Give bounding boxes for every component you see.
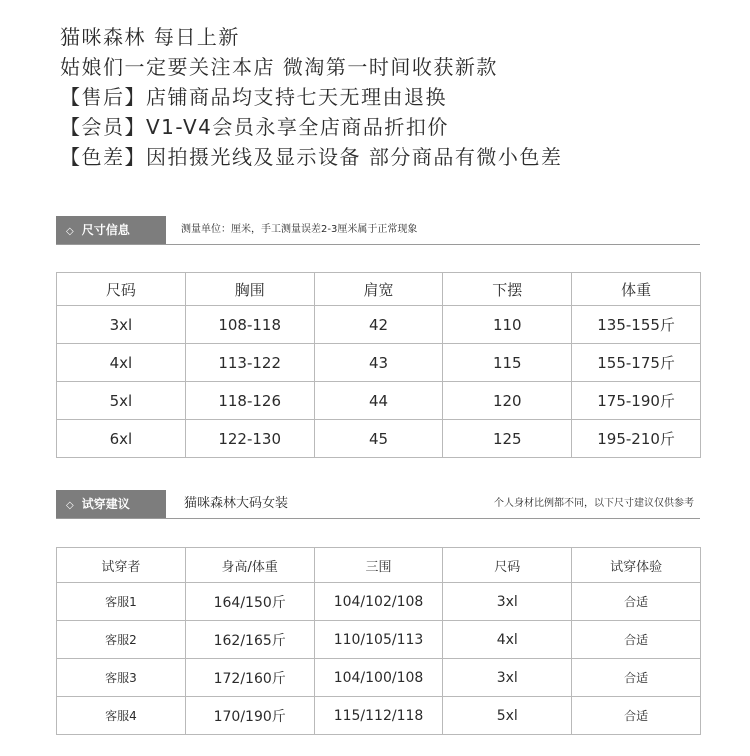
cell-size: 3xl bbox=[443, 583, 572, 621]
header-shoulder: 肩宽 bbox=[314, 273, 443, 306]
cell-hem: 125 bbox=[443, 420, 572, 458]
cell-fit: 合适 bbox=[572, 583, 701, 621]
header-size: 尺码 bbox=[443, 548, 572, 583]
table-row bbox=[57, 583, 701, 621]
trial-table-header-row bbox=[57, 548, 701, 583]
size-section-header bbox=[56, 216, 700, 245]
cell-height-weight: 164/150斤 bbox=[185, 583, 314, 621]
cell-tester: 客服1 bbox=[57, 583, 186, 621]
cell-size: 5xl bbox=[443, 697, 572, 735]
cell-bust: 118-126 bbox=[185, 382, 314, 420]
table-row bbox=[57, 420, 701, 458]
table-row bbox=[57, 659, 701, 697]
cell-weight: 135-155斤 bbox=[572, 306, 701, 344]
header-tester: 试穿者 bbox=[57, 548, 186, 583]
cell-size: 3xl bbox=[443, 659, 572, 697]
cell-fit: 合适 bbox=[572, 659, 701, 697]
intro-line-color-diff: 【色差】因拍摄光线及显示设备 部分商品有微小色差 bbox=[60, 145, 563, 169]
cell-weight: 175-190斤 bbox=[572, 382, 701, 420]
cell-height-weight: 170/190斤 bbox=[185, 697, 314, 735]
cell-shoulder: 43 bbox=[314, 344, 443, 382]
cell-shoulder: 45 bbox=[314, 420, 443, 458]
trial-section-title: 试穿建议 bbox=[81, 497, 130, 511]
cell-measurements: 104/100/108 bbox=[314, 659, 443, 697]
cell-fit: 合适 bbox=[572, 621, 701, 659]
table-row bbox=[57, 344, 701, 382]
cell-hem: 115 bbox=[443, 344, 572, 382]
cell-tester: 客服3 bbox=[57, 659, 186, 697]
header-height-weight: 身高/体重 bbox=[185, 548, 314, 583]
trial-note: 个人身材比例都不同，以下尺寸建议仅供参考 bbox=[494, 498, 694, 509]
trial-section-header bbox=[56, 490, 700, 519]
table-row bbox=[57, 697, 701, 735]
header-hem: 下摆 bbox=[443, 273, 572, 306]
trial-table bbox=[56, 547, 701, 735]
cell-measurements: 104/102/108 bbox=[314, 583, 443, 621]
table-row bbox=[57, 382, 701, 420]
size-table bbox=[56, 272, 701, 458]
intro-line-follow: 姑娘们一定要关注本店 微淘第一时间收获新款 bbox=[60, 55, 498, 79]
cell-bust: 108-118 bbox=[185, 306, 314, 344]
table-row bbox=[57, 306, 701, 344]
cell-tester: 客服2 bbox=[57, 621, 186, 659]
intro-line-shop-name: 猫咪森林 每日上新 bbox=[60, 25, 240, 49]
cell-measurements: 110/105/113 bbox=[314, 621, 443, 659]
cell-weight: 155-175斤 bbox=[572, 344, 701, 382]
size-section-tag bbox=[56, 216, 166, 244]
header-weight: 体重 bbox=[572, 273, 701, 306]
cell-bust: 113-122 bbox=[185, 344, 314, 382]
size-section-title: 尺寸信息 bbox=[81, 223, 130, 237]
intro-line-membership: 【会员】V1-V4会员永享全店商品折扣价 bbox=[60, 115, 449, 139]
cell-measurements: 115/112/118 bbox=[314, 697, 443, 735]
cell-size: 6xl bbox=[57, 420, 186, 458]
size-table-header-row bbox=[57, 273, 701, 306]
cell-shoulder: 44 bbox=[314, 382, 443, 420]
table-row bbox=[57, 621, 701, 659]
cell-shoulder: 42 bbox=[314, 306, 443, 344]
measurement-note: 测量单位：厘米，手工测量误差2-3厘米属于正常现象 bbox=[181, 224, 418, 235]
diamond-icon: ◇ bbox=[66, 500, 74, 511]
cell-size: 5xl bbox=[57, 382, 186, 420]
cell-hem: 120 bbox=[443, 382, 572, 420]
header-fit: 试穿体验 bbox=[572, 548, 701, 583]
diamond-icon: ◇ bbox=[66, 226, 74, 237]
header-size: 尺码 bbox=[57, 273, 186, 306]
cell-hem: 110 bbox=[443, 306, 572, 344]
cell-height-weight: 172/160斤 bbox=[185, 659, 314, 697]
header-bust: 胸围 bbox=[185, 273, 314, 306]
cell-fit: 合适 bbox=[572, 697, 701, 735]
cell-bust: 122-130 bbox=[185, 420, 314, 458]
brand-label: 猫咪森林大码女装 bbox=[184, 496, 289, 511]
intro-line-after-sale: 【售后】店铺商品均支持七天无理由退换 bbox=[60, 85, 447, 109]
intro-text-block bbox=[60, 22, 562, 172]
cell-size: 4xl bbox=[57, 344, 186, 382]
cell-size: 3xl bbox=[57, 306, 186, 344]
cell-height-weight: 162/165斤 bbox=[185, 621, 314, 659]
header-measurements: 三围 bbox=[314, 548, 443, 583]
cell-tester: 客服4 bbox=[57, 697, 186, 735]
cell-size: 4xl bbox=[443, 621, 572, 659]
trial-section-tag bbox=[56, 490, 166, 518]
cell-weight: 195-210斤 bbox=[572, 420, 701, 458]
